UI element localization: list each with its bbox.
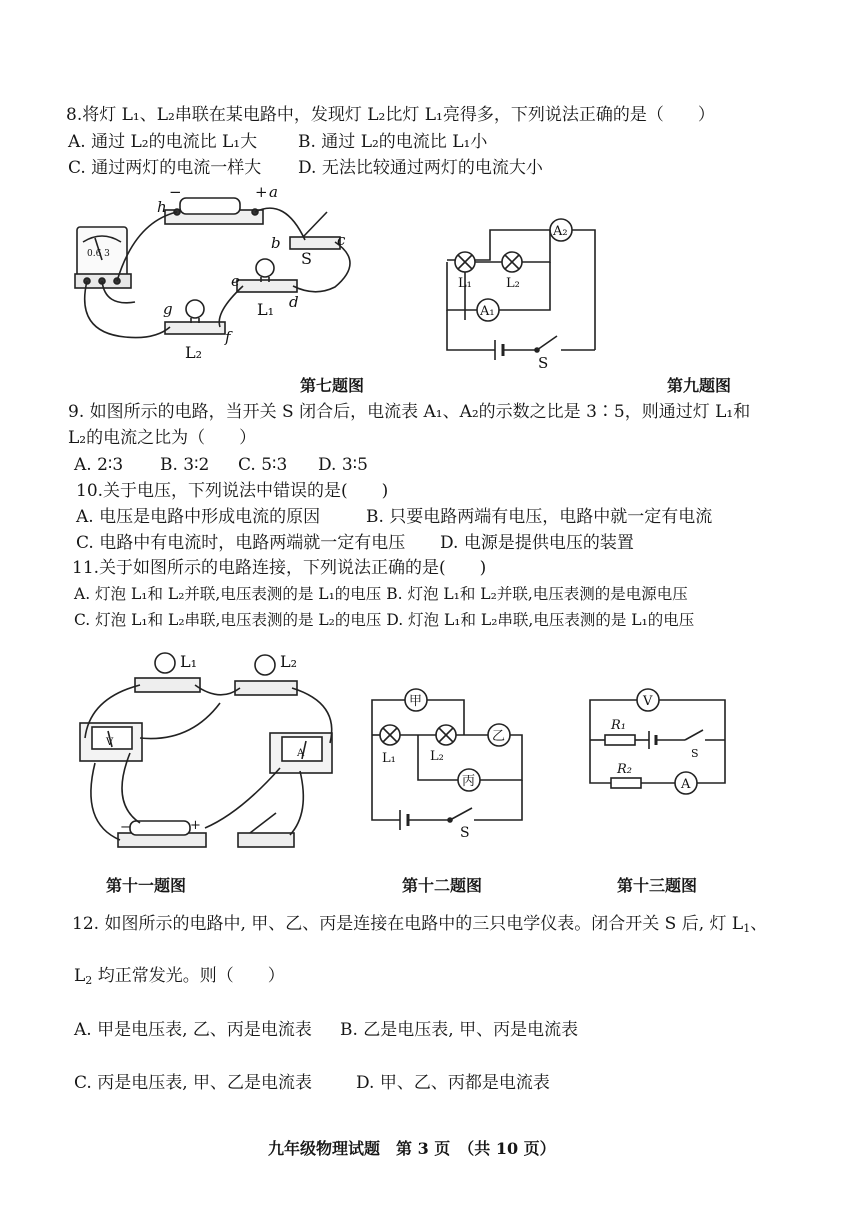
q12-stem-line1 bbox=[72, 913, 767, 940]
q10-option-d: D. 电源是提供电压的装置 bbox=[440, 533, 634, 553]
q11-options-line2: C. 灯泡 L₁和 L₂串联,电压表测的是 L₂的电压 D. 灯泡 L₁和 L₂串联,电压表测的是 L₁的电压 bbox=[74, 611, 695, 629]
q9-option-c: C. 5∶3 bbox=[238, 455, 288, 475]
q12-option-b: B. 乙是电压表, 甲、丙是电流表 bbox=[340, 1020, 579, 1040]
q9-stem-line1: 9. 如图所示的电路，当开关 S 闭合后，电流表 A₁、A₂的示数之比是 3∶5，则通过灯 L₁和 bbox=[68, 402, 751, 422]
fig7-label-plus: + bbox=[255, 183, 268, 201]
fig7-label-l1: L₁ bbox=[257, 300, 275, 319]
q9-option-d: D. 3∶5 bbox=[318, 455, 368, 475]
fig13-ammeter-symbol: A bbox=[681, 777, 691, 792]
q11-stem: 11.关于如图所示的电路连接，下列说法正确的是( ) bbox=[72, 558, 487, 578]
fig7-label-g: g bbox=[163, 300, 173, 318]
q10-option-b: B. 只要电路两端有电压，电路中就一定有电流 bbox=[366, 507, 713, 527]
q12-stem1-text: 12. 如图所示的电路中, 甲、乙、丙是连接在电路中的三只电学仪表。闭合开关 S 后, 灯 L bbox=[72, 914, 744, 934]
fig13-caption: 第十三题图 bbox=[617, 876, 698, 895]
figure-13-circuit bbox=[585, 685, 735, 805]
q8-stem: 8.将灯 L₁、L₂串联在某电路中，发现灯 L₂比灯 L₁亮得多，下列说法正确的是（ ） bbox=[66, 105, 715, 125]
fig12-label-l1: L₁ bbox=[382, 751, 396, 766]
q12-option-d: D. 甲、乙、丙都是电流表 bbox=[356, 1073, 550, 1093]
fig12-label-bing: 丙 bbox=[462, 774, 476, 789]
fig7-label-h: h bbox=[157, 198, 167, 216]
page-footer: 九年级物理试题 第 3 页 （共 10 页） bbox=[268, 1139, 556, 1158]
fig7-meter-scale: 0.6 3 bbox=[87, 249, 110, 259]
fig12-label-jia: 甲 bbox=[409, 694, 423, 709]
figure-11-circuit bbox=[70, 643, 350, 868]
fig11-label-minus: − bbox=[120, 820, 131, 835]
fig9-label-a1: A₁ bbox=[480, 304, 495, 319]
q12-stem1-sub: 1 bbox=[743, 922, 751, 935]
fig9-label-s: S bbox=[538, 354, 549, 370]
fig7-label-b: b bbox=[271, 234, 281, 252]
q12-stem2-end: 均正常发光。则（ ） bbox=[92, 966, 285, 986]
q12-option-a: A. 甲是电压表, 乙、丙是电流表 bbox=[74, 1020, 312, 1040]
q9-stem-line2: L₂的电流之比为（ ） bbox=[68, 428, 257, 448]
fig7-label-e: e bbox=[231, 272, 240, 290]
figure-9-circuit bbox=[425, 210, 625, 370]
fig12-label-yi: 乙 bbox=[492, 729, 506, 744]
fig9-label-l1: L₁ bbox=[458, 276, 472, 291]
fig11-label-l2: L₂ bbox=[280, 652, 298, 671]
fig9-label-a2: A₂ bbox=[553, 224, 568, 239]
fig11-label-l1: L₁ bbox=[180, 652, 198, 671]
q9-option-a: A. 2∶3 bbox=[74, 455, 124, 475]
fig11-ammeter-symbol: A bbox=[297, 748, 305, 759]
fig13-label-r1: R₁ bbox=[611, 718, 626, 733]
q10-stem: 10.关于电压，下列说法中错误的是( ) bbox=[76, 481, 389, 501]
q12-stem-line2 bbox=[74, 965, 285, 992]
fig11-caption: 第十一题图 bbox=[106, 876, 187, 895]
q8-option-b: B. 通过 L₂的电流比 L₁小 bbox=[298, 132, 488, 152]
fig12-label-s: S bbox=[460, 825, 470, 840]
q8-option-a: A. 通过 L₂的电流比 L₁大 bbox=[68, 132, 258, 152]
fig7-label-d: d bbox=[289, 293, 299, 311]
fig12-label-l2: L₂ bbox=[430, 749, 444, 764]
fig9-caption: 第九题图 bbox=[667, 376, 732, 395]
q12-stem1-end: 、 bbox=[750, 914, 768, 934]
fig11-label-plus: + bbox=[190, 818, 201, 833]
q8-option-d: D. 无法比较通过两灯的电流大小 bbox=[298, 158, 543, 178]
q8-option-c: C. 通过两灯的电流一样大 bbox=[68, 158, 262, 178]
q9-option-b: B. 3∶2 bbox=[160, 455, 210, 475]
q10-option-a: A. 电压是电路中形成电流的原因 bbox=[76, 507, 321, 527]
fig7-caption: 第七题图 bbox=[300, 376, 365, 395]
fig7-label-l2: L₂ bbox=[185, 343, 203, 362]
figure-7-circuit bbox=[65, 182, 375, 367]
fig13-label-r2: R₂ bbox=[617, 762, 632, 777]
q12-option-c: C. 丙是电压表, 甲、乙是电流表 bbox=[74, 1073, 313, 1093]
q11-options-line1: A. 灯泡 L₁和 L₂并联,电压表测的是 L₁的电压 B. 灯泡 L₁和 L₂并联,电压表测的是电源电压 bbox=[74, 585, 688, 603]
fig7-label-a: a bbox=[269, 183, 278, 201]
fig9-label-l2: L₂ bbox=[506, 276, 520, 291]
fig7-label-minus: − bbox=[169, 183, 182, 201]
fig7-label-c: c bbox=[337, 231, 346, 249]
q10-option-c: C. 电路中有电流时，电路两端就一定有电压 bbox=[76, 533, 406, 553]
fig11-voltmeter-symbol: V bbox=[106, 737, 114, 748]
fig7-label-s: S bbox=[301, 249, 312, 268]
fig13-voltmeter-symbol: V bbox=[643, 694, 653, 709]
fig12-caption: 第十二题图 bbox=[402, 876, 483, 895]
fig13-label-s: S bbox=[691, 747, 699, 760]
figure-12-circuit bbox=[360, 680, 535, 840]
q12-stem2-sub: 2 bbox=[85, 974, 93, 987]
q12-stem2-text: L bbox=[74, 966, 86, 986]
fig7-label-f: f bbox=[225, 328, 231, 346]
